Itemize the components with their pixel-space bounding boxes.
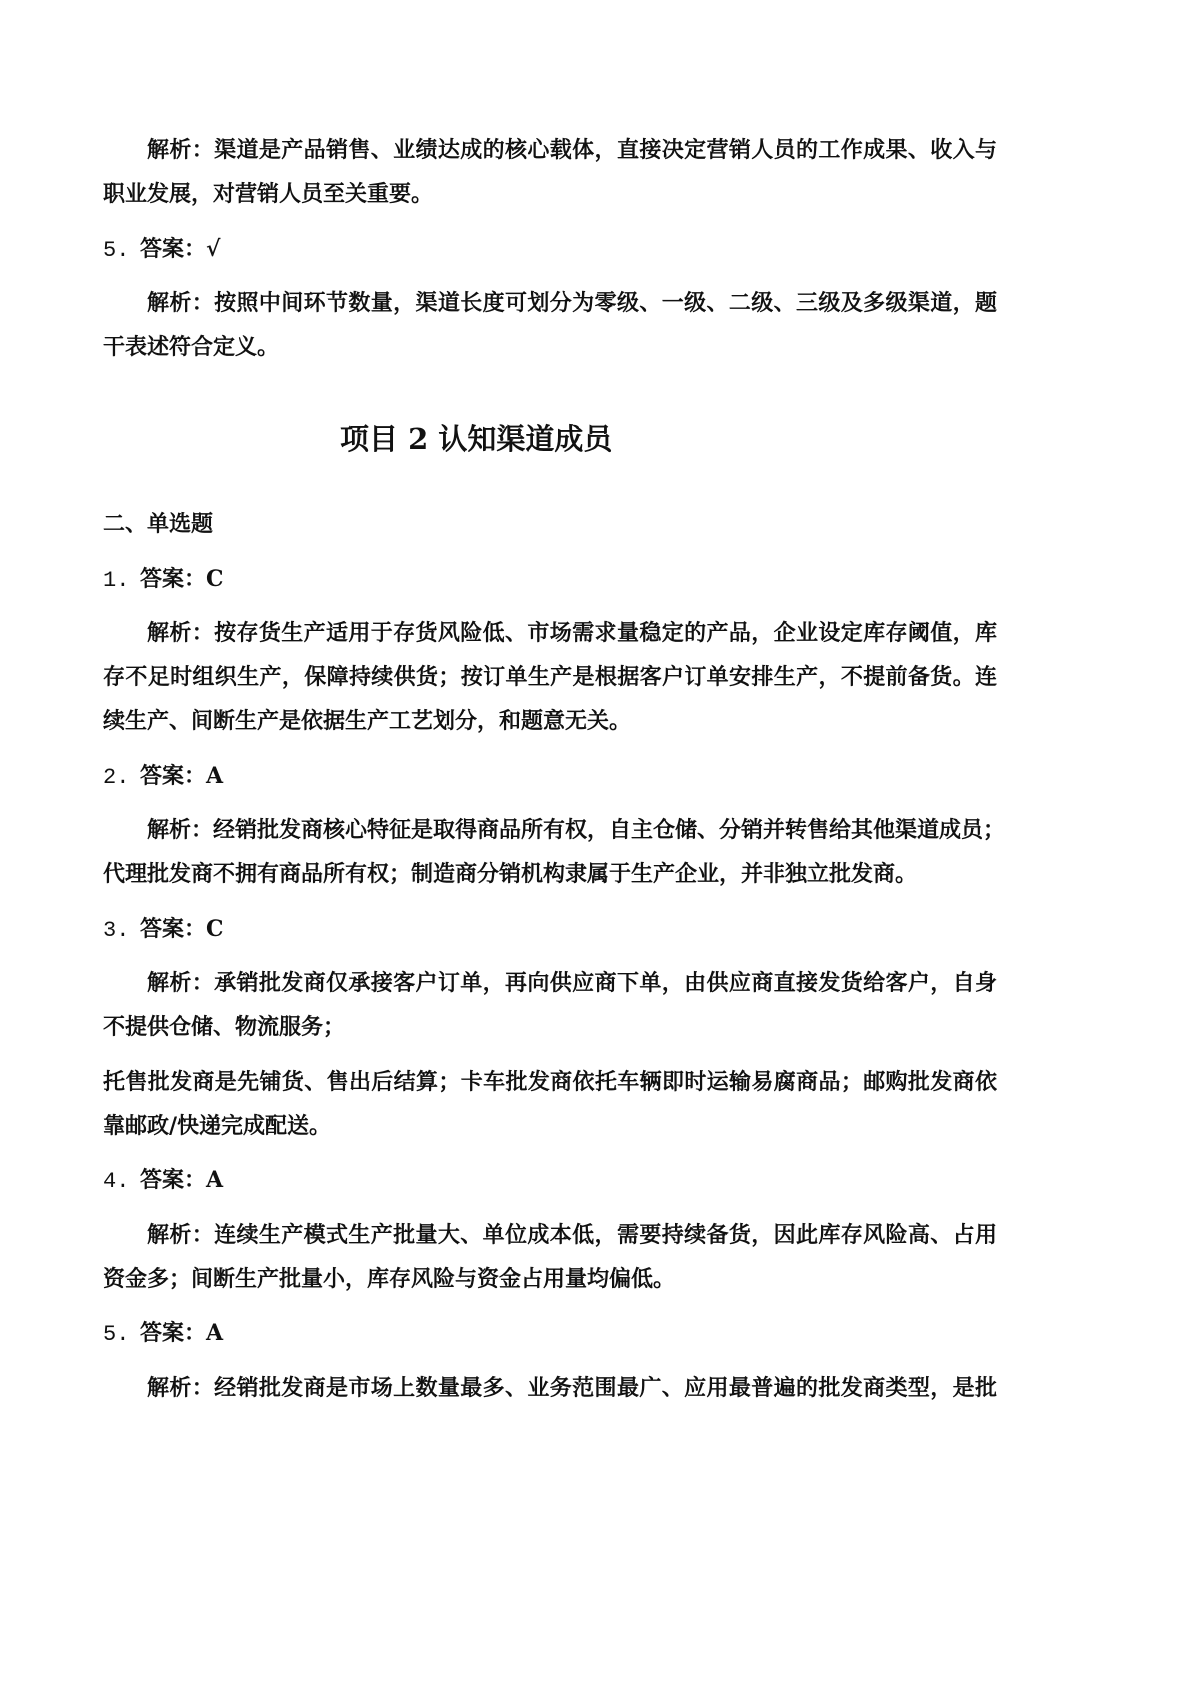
answer-line: [103, 557, 997, 601]
question-number: 5.: [103, 237, 130, 263]
answer-text: 答案：A: [140, 762, 224, 789]
explanation-paragraph: [103, 281, 997, 369]
section-heading: 二、单选题: [103, 511, 214, 537]
explanation-line: 解析：经销批发商核心特征是取得商品所有权，自主仓储、分销并转售给其他渠道成员；: [147, 817, 1006, 843]
answer-text: 答案：C: [140, 915, 224, 942]
explanation-line: 不提供仓储、物流服务；: [103, 1014, 346, 1040]
explanation-line: 解析：连续生产模式生产批量大、单位成本低，需要持续备货，因此库存风险高、占用: [147, 1221, 997, 1248]
explanation-line: 存不足时组织生产，保障持续供货；按订单生产是根据客户订单安排生产，不提前备货。连: [103, 664, 997, 690]
answer-line: [103, 1311, 997, 1355]
explanation-paragraph: [103, 611, 997, 743]
explanation-line: 解析：渠道是产品销售、业绩达成的核心载体，直接决定营销人员的工作成果、收入与: [147, 137, 997, 163]
question-number: 2.: [103, 764, 130, 790]
explanation-line: 干表述符合定义。: [103, 334, 280, 360]
answer-line: [103, 754, 997, 798]
answer-line: [103, 907, 997, 951]
explanation-line: 资金多；间断生产批量小，库存风险与资金占用量均偏低。: [103, 1265, 676, 1292]
answer-text: 答案：√: [140, 235, 221, 262]
explanation-paragraph: [103, 1213, 997, 1301]
question-number: 4.: [103, 1169, 130, 1194]
answer-text: 答案：C: [140, 565, 224, 592]
explanation-line: 解析：按存货生产适用于存货风险低、市场需求量稳定的产品，企业设定库存阈值，库: [147, 620, 997, 646]
project-title: 项目 2 认知渠道成员: [340, 422, 613, 456]
explanation-line: 续生产、间断生产是依据生产工艺划分，和题意无关。: [103, 708, 632, 734]
question-number: 1.: [103, 567, 130, 593]
answer-text: 答案：A: [140, 1320, 224, 1346]
explanation-paragraph: [103, 808, 1006, 896]
question-number: 3.: [103, 917, 130, 943]
explanation-line: 职业发展，对营销人员至关重要。: [103, 181, 434, 207]
explanation-line: 解析：按照中间环节数量，渠道长度可划分为零级、一级、二级、三级及多级渠道，题: [147, 290, 997, 316]
explanation-paragraph: [103, 128, 997, 216]
explanation-note-paragraph: [103, 1060, 997, 1148]
explanation-line: 代理批发商不拥有商品所有权；制造商分销机构隶属于生产企业，并非独立批发商。: [103, 861, 918, 887]
explanation-line: 解析：经销批发商是市场上数量最多、业务范围最广、应用最普遍的批发商类型，是批: [147, 1374, 997, 1401]
explanation-line: 靠邮政/快递完成配送。: [103, 1112, 332, 1139]
explanation-line: 托售批发商是先铺货、售出后结算；卡车批发商依托车辆即时运输易腐商品；邮购批发商依: [103, 1068, 997, 1095]
question-number: 5.: [103, 1322, 130, 1347]
answer-line: [103, 1158, 997, 1202]
answer-line: [103, 227, 997, 271]
explanation-line: 解析：承销批发商仅承接客户订单，再向供应商下单，由供应商直接发货给客户，自身: [147, 970, 997, 996]
explanation-paragraph: [103, 961, 997, 1049]
answer-text: 答案：A: [140, 1167, 224, 1193]
page-content: [103, 128, 1006, 1420]
explanation-paragraph: [103, 1366, 997, 1410]
